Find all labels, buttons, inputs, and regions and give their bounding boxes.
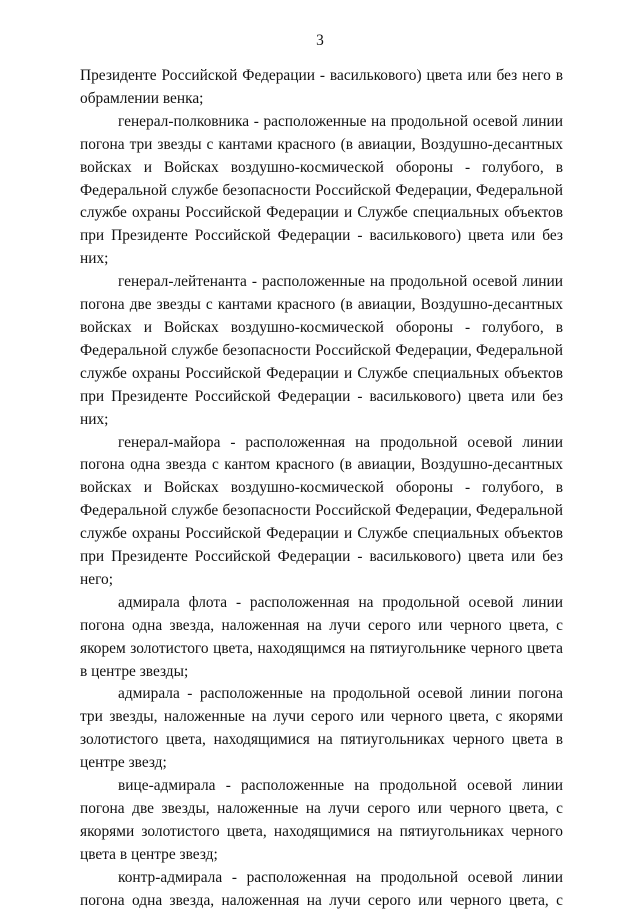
paragraph-general-major: генерал-майора - расположенная на продольной осевой линии погона одна звезда с кантом красного (в авиации, Воздушно-десантных войсках и Войсках воздушно-космической обороны - голубого, в Федеральной службе безопасности Российской Федерации, Федеральной службе охраны Российской Федерации и Службе специальных объектов при Президенте Российской Федерации - василькового) цвета или без него; (80, 433, 563, 588)
paragraph-rear-admiral: контр-адмирала - расположенная на продольной осевой линии погона одна звезда, наложенная на лучи серого или черного цвета, с (80, 868, 563, 909)
paragraph-general-lieutenant: генерал-лейтенанта - расположенные на продольной осевой линии погона две звезды с кантами красного (в авиации, Воздушно-десантных войсках и Войсках воздушно-космической обороны - голубого, в Федеральной службе безопасности Российской Федерации, Федеральной службе охраны Российской Федерации и Службе специальных объектов при Президенте Российской Федерации - василькового) цвета или без них; (80, 273, 563, 428)
paragraph-admiral: адмирала - расположенные на продольной осевой линии погона три звезды, наложенные на лучи серого или черного цвета, с якорями золотистого цвета, находящимися на пятиугольниках черного цвета в центре звезд; (80, 685, 563, 772)
paragraph-continuation: Президенте Российской Федерации - василькового) цвета или без него в обрамлении венка; (80, 67, 563, 107)
paragraph-general-colonel: генерал-полковника - расположенные на продольной осевой линии погона три звезды с кантами красного (в авиации, Воздушно-десантных войсках и Войсках воздушно-космической обороны - голубого, в Федеральной службе безопасности Российской Федерации, Федеральной службе охраны Российской Федерации и Службе специальных объектов при Президенте Российской Федерации - василькового) цвета или без них; (80, 112, 563, 268)
paragraph-vice-admiral: вице-адмирала - расположенные на продольной осевой линии погона две звезды, наложенные на лучи серого или черного цвета, с якорями золотистого цвета, находящимися на пятиугольниках черного цвета в центре звезд; (80, 777, 563, 863)
document-body (80, 65, 563, 913)
page-number: 3 (316, 32, 324, 49)
paragraph-fleet-admiral: адмирала флота - расположенная на продольной осевой линии погона одна звезда, наложенная на лучи серого или черного цвета, с якорем золотистого цвета, находящимся на пятиугольнике черного цвета в центре звезды; (80, 593, 563, 680)
